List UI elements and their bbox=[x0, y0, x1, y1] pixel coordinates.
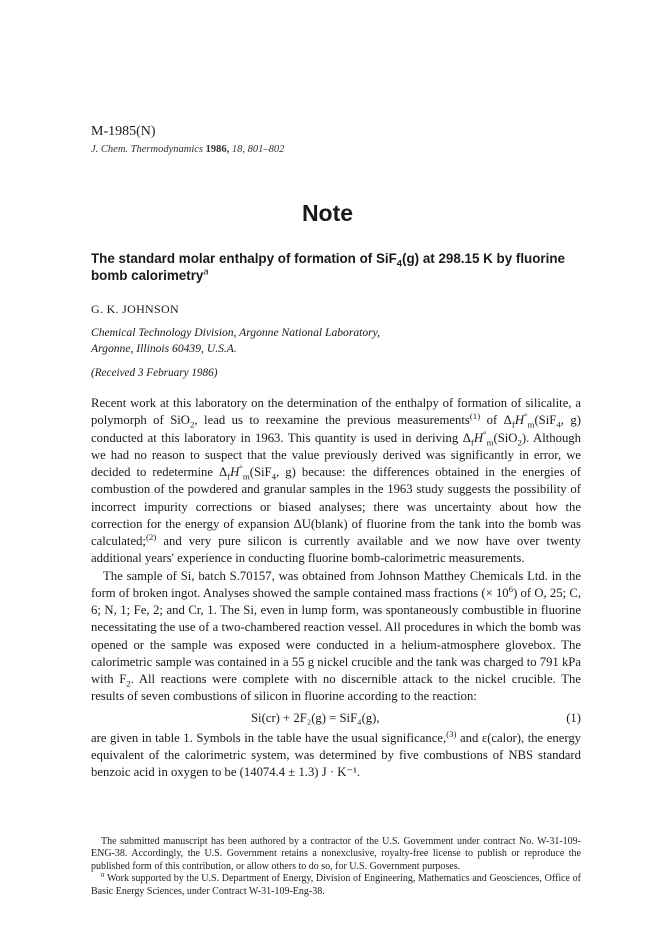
title-part: (g) at 298.15 K by fluorine bomb calorimetry bbox=[91, 251, 565, 283]
affiliation-line: Argonne, Illinois 60439, U.S.A. bbox=[91, 342, 237, 355]
paragraph: are given in table 1. Symbols in the table have the usual significance,$^{(3)}$ and ε(calor), the energy equivalent of the calorimetric system, was determined by five combustions of NBS standard benzoic acid in oxygen to be (14074.4 ± 1.3) J · K⁻¹. bbox=[91, 728, 582, 779]
footnote-marker: a bbox=[101, 870, 105, 879]
note-heading: Note bbox=[301, 200, 354, 226]
document-code: M-1985(N) bbox=[91, 124, 156, 139]
journal-year: 1986, bbox=[205, 144, 230, 155]
journal-pages: 18, 801–802 bbox=[231, 144, 285, 155]
article-title bbox=[91, 250, 571, 284]
equation bbox=[91, 708, 581, 730]
reference-marker: (2) bbox=[145, 531, 157, 542]
equation-body: Si(cr) + 2F₂(g) = SiF₄(g), bbox=[251, 710, 380, 725]
footnote-marker: a bbox=[203, 266, 209, 277]
title-subscript: 4 bbox=[396, 258, 402, 269]
paragraph: Recent work at this laboratory on the determination of the enthalpy of formation of silicalite, a polymorph of SiO$_2$, lead us to reexamine the previous measurements$^{(1)}$ of $\Delta_fH^\circ_m(SiF_4$, g) conducted at this laboratory in 1963. This quantity is used in deriving $\Delta_fH^\circ_m(SiO_2)$. Although we had no reason to suspect that the value previously derived was significantly in error, we decided to redetermine $\Delta_fH^\circ_m(SiF_4$, g) because: the differences obtained in the energies of combustion of the powdered and granular samples in the 1963 study suggests the possibility of incorrect impurity corrections or biased analyses; there was uncertainty about how the correction for the energy of expansion ΔU(blank) of fluorine from the tank into the bomb was calculated;$^{(2)}$ and very pure silicon is currently available and we now have over twenty additional years' experience in conducting fluorine bomb-calorimetric measurements. bbox=[91, 396, 581, 566]
footnote-contract: The submitted manuscript has been authored by a contractor of the U.S. Government under contract No. W-31-109-ENG-38. Accordingly, the U.S. Government retains a nonexclusive, royalty-free license to publish or reproduce the published form of this contribution, or allow others to do so, for U.S. Government purposes. bbox=[91, 836, 581, 872]
reference-marker: (1) bbox=[469, 411, 481, 422]
equation-number: (1) bbox=[566, 710, 581, 725]
reference-marker: (3) bbox=[446, 728, 457, 739]
article-body bbox=[91, 395, 581, 781]
affiliation-line: Chemical Technology Division, Argonne National Laboratory, bbox=[91, 326, 381, 339]
author-name: G. K. JOHNSON bbox=[91, 302, 179, 316]
received-date: (Received 3 February 1986) bbox=[91, 367, 218, 379]
title-part: The standard molar enthalpy of formation of SiF bbox=[91, 251, 397, 266]
journal-name: J. Chem. Thermodynamics bbox=[91, 144, 203, 155]
paragraph: The sample of Si, batch S.70157, was obtained from Johnson Matthey Chemicals Ltd. in the form of broken ingot. Analyses showed the sample contained mass fractions (× $10^6$) of O, 25; C, 6; N, 1; Fe, 2; and Cr, 1. The Si, even in lump form, was spontaneously combustible in fluorine necessitating the use of a two-chambered reaction vessel. All procedures in which the bomb was opened or the sample was exposed were conducted in a helium-atmosphere glovebox. The calorimetric sample was contained in a 55 g nickel crucible and the tank was charged to 791 kPa with $F_2$. All reactions were complete with no discernible attack to the nickel crucible. The results of seven combustions of silicon in fluorine according to the reaction: bbox=[91, 568, 581, 704]
affiliation bbox=[91, 325, 380, 357]
journal-citation bbox=[91, 144, 284, 155]
footnotes bbox=[91, 836, 581, 898]
footnote-funding: $^a$ Work supported by the U.S. Department of Energy, Division of Engineering, Mathematics and Geosciences, Office of Basic Energy Sciences, under Contract W-31-109-Eng-38. bbox=[91, 870, 581, 897]
